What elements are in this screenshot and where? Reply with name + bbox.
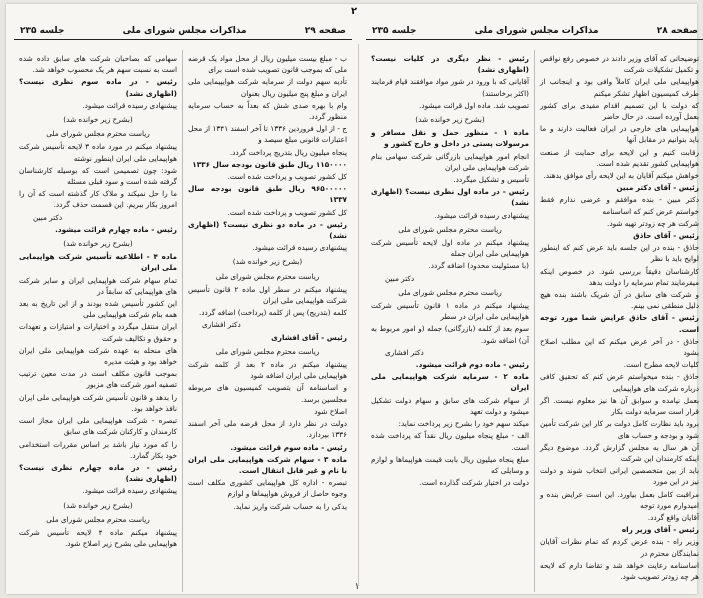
text-line: (بشرح زیر خوانده شد) [232, 257, 303, 267]
text-line: (بشرح زیر خوانده شد) [415, 115, 485, 125]
text-line: از سهام شرکت های سابق و سهام دولت تشکیل میشود و دولت تعهد [371, 395, 529, 416]
text-line: ماده ۱ - منظور حمل و نقل مسافر و مرسولات پستی در داخل و خارج کشور و [371, 128, 529, 149]
text-line: پیشنهاد میکنم در مورد ماده ۳ لایحه تأسیس شرکت هواپیمایی ملی ایران اینطور نوشته [19, 142, 177, 163]
text-line: تمام سهام شرکت هواپیمایی ایران و سایر شرکت های هواپیمایی که سابقاً در [19, 275, 177, 296]
text-line: برود باید نظارت کامل دولت بر کار این شرکت تأمین شود و بودجه و حساب های [540, 419, 699, 440]
text-line: و اساسنامه آن بتصویب کمیسیون های مربوطه مجلسین برسد. [188, 383, 347, 404]
text-line: ریاست محترم مجلس شورای ملی [46, 514, 150, 524]
text-line: کارشناسان دقیقاً بررسی شود. در خصوص اینکه میفرمایند تمام سرمایه را دولت بدهد [540, 266, 699, 287]
text-line: ریاست محترم مجلس شورای ملی [398, 287, 502, 297]
text-line: ماده ۲ - سرمایه شرکت هواپیمایی ملی ایران [371, 372, 529, 393]
text-line: هواپیمایی ملی ایران کاملاً وافی بود و اینجانب از طرف کمیسیون اظهار تشکر میکنم [540, 77, 699, 98]
text-line: بعمل نیامده و سوابق آن ها نیز معلوم نیست. اگر قرار است سرمایه دولت بکار [540, 395, 699, 417]
text-line: های منحله به عهده شرکت هواپیمایی ملی ایران خواهد بود و هیئت مدیره [19, 345, 177, 367]
text-line: دکتر مبین - بنده موافقم و عرضی ندارم فقط خواستم عرض کنم که اساسنامه [540, 195, 699, 216]
page-gutter [358, 44, 359, 586]
text-line: تبصره - اداره کل هواپیمایی کشوری مکلف است وجوه حاصل از فروش هواپیماها و لوازم [188, 478, 347, 499]
text-line: سهامی که بصاحبان شرکت های سابق داده شده است به نسبت سهم هر یک محسوب خواهد شد. [19, 54, 177, 75]
text-line: پنجاه میلیون ریال بتدریج پرداخت گردد. [229, 147, 347, 157]
top-page-mark: ۲ [350, 6, 358, 17]
text-line: رئیس - در ماده دو نظری نیست؟ (اظهاری نشد) [188, 219, 347, 241]
text-line: شرکت هر چه زودتر تهیه شود. [607, 218, 699, 228]
text-line: پیشنهادی رسیده قرائت میشود. [82, 486, 177, 496]
text-line: تأدیه سهم دولت از سرمایه شرکت هوایپیمایی ملی ایران و مبلغ پنج میلیون ریال بعنوان [188, 77, 347, 98]
left-page-session: جلسه ۲۳۵ [20, 26, 65, 36]
text-line: پیشنهاد میکنم در ماده ۱ قانون تأسیس شرکت هواپیمایی ملی ایران در سطر [371, 301, 529, 322]
text-line: رئیس - آقای وزیر راه [621, 525, 699, 535]
text-line: را بدهد و قانون تأسیس شرکت هواپیمایی ملی ایران نافذ خواهد بود. [19, 392, 177, 413]
text-line: پیشنهاد میکنم در ماده ۲ بعد از کلمه شرکت هواپیمایی ملی ایران اضافه شود [188, 360, 348, 381]
text-line: دولت در نظر دارد از محل قرضه ملی آخر اسفند ۱۳۳۶ بپردازد. [188, 419, 347, 440]
left-page [14, 18, 352, 592]
right-page-title: مذاکرات مجلس شورای ملی [474, 26, 599, 36]
right-page-session: جلسه ۲۳۵ [372, 26, 417, 36]
text-line: رئیس - آقای حاذق عرایض شما مورد توجه است. [540, 313, 699, 334]
text-line: حاذق - در آخر عرض میکنم که این مطلب اصلاح بشود [540, 336, 699, 358]
right-page-header [366, 18, 703, 40]
text-line: تبصره - شرکت هواپیمایی ملی ایران مجاز است کارمندان و کارکنان شرکت های سابق [19, 416, 177, 437]
right-page-column-right [535, 50, 703, 592]
text-line: رئیس - در ماده چهارم نظری نیست؟ (اظهاری نشد) [19, 462, 177, 484]
text-line: پیشنهادی رسیده قرائت میشود. [82, 100, 177, 110]
text-line: مبلغ پنجاه میلیون ریال بابت قیمت هواپیماها و لوازم و وسایلی که [371, 454, 529, 475]
right-page-number: صفحه ۲۸ [656, 26, 698, 36]
text-line: آقایان واقع گردد. [647, 512, 699, 522]
text-line: توضیحاتی که آقای وزیر دادند در خصوص رفع نواقص و تکمیل تشکیلات شرکت [540, 54, 699, 75]
text-line: رقابت کنیم و این لایحه برای حمایت از صنعت هواپیمایی کشور تقدیم شده است. [540, 147, 699, 168]
left-page-title: مذاکرات مجلس شورای ملی [122, 26, 247, 36]
text-line: پیشنهاد میکنم در ماده اول لایحه تأسیس شرکت هواپیمایی ملی ایران جمله [371, 238, 529, 259]
text-line: ریاست محترم مجلس شورای ملی [398, 224, 502, 234]
text-line: رئیس - آقای دکتر مبین [616, 183, 699, 193]
text-line: پیشنهادی رسیده قرائت میشود. [434, 210, 529, 220]
text-line: رئیس - نظر دیگری در کلیات نیست؟ (اظهاری نشد) [371, 54, 529, 75]
text-line: مراقبت کامل بعمل بیاورد. این است عرایض بنده و امیدوارم مورد توجه [540, 489, 699, 510]
text-line: حاذق - بنده در این جلسه باید عرض کنم که اینطور لوایح باید با نظر [540, 243, 699, 264]
left-page-column-right [183, 50, 352, 592]
text-line: باید از بین متخصصین ایرانی انتخاب شوند و دولت نیز در این مورد [540, 466, 699, 487]
left-page-number: صفحه ۲۹ [304, 26, 346, 36]
left-page-header [14, 18, 352, 40]
text-line: (بشرح زیر خوانده شد) [63, 500, 133, 510]
text-line: هواپیمایی های خارجی در ایران فعالیت دارند و ما باید بتوانیم در مقابل آنها [540, 124, 699, 145]
right-page-column-left [366, 50, 535, 592]
text-line: پیشنهاد میکنم در سطر اول ماده ۲ قانون تأسیس شرکت هواپیمایی ملی ایران [188, 284, 347, 306]
text-line: این کشور تأسیس شده بودند و از این تاریخ به بعد همه بنام شرکت هواپیمایی ملی [19, 299, 177, 320]
text-line: رئیس - ماده دوم قرائت میشود. [415, 360, 529, 370]
text-line: خواهش میکنم آقایان به این لایحه رأی موافق بدهند. [543, 171, 699, 181]
text-line: (بشرح زیر خوانده شد) [63, 115, 133, 125]
text-line: را که مورد نیاز باشد بر اساس مقررات استخدامی خود بکار گمارد. [19, 439, 177, 460]
text-line: ایران منتقل میگردد و اختیارات و امتیازات و تعهدات و حقوق و تکالیف شرکت [19, 322, 177, 343]
text-line: آقایانی که با ورود در شور مواد موافقند قیام فرمایند (اکثر برخاستند) [371, 77, 529, 98]
text-line: اصلاح شود [314, 406, 347, 416]
text-line: میکند سهم خود را بشرح زیر پرداخت نماید: [398, 419, 529, 429]
text-line: کلیات لایحه مطرح است. [623, 360, 699, 370]
text-line: ب - مبلغ بیست میلیون ریال از محل مواد یک قرضه ملی که بموجب قانون تصویب شده است برای [188, 54, 347, 75]
text-line: یدکی را به حساب شرکت واریز نماید. [233, 501, 347, 511]
text-line: کل کشور تصویب و پرداخت شده است. [227, 172, 347, 182]
text-line: رئیس - آقای افشاری [271, 332, 347, 342]
right-page [366, 18, 703, 592]
text-line: ۱۱۵۰۰۰۰ ریال طبق قانون بودجه سال ۱۳۳۶ [192, 159, 347, 169]
text-line: و شرکت های سابق در آن شریک باشند بنده هیچ دلیل منطقی نمی بینم. [540, 290, 699, 311]
text-line: اساسنامه رعایت خواهد شد و تقاضا دارم که لایحه هر چه زودتر تصویب شود. [540, 560, 699, 581]
text-line: دکتر افشاری [385, 347, 424, 357]
text-line: (بشرح زیر خوانده شد) [63, 239, 133, 249]
text-line: ریاست محترم مجلس شورای ملی [215, 346, 320, 356]
text-line: ماده ۴ - اطلاعیه تأسیس شرکت هواپیمایی ملی ایران [19, 252, 177, 273]
text-line: سوم بعد از کلمه (بازرگانی) جمله (و امور مربوط به آن) اضافه شود. [371, 324, 529, 345]
document-spread [6, 4, 697, 594]
text-line: رئیس - ماده چهارم قرائت میشود. [55, 224, 177, 234]
left-page-column-left [14, 50, 183, 592]
left-page-columns [14, 50, 352, 592]
text-line: پیشنهادی رسیده قرائت میشود. [252, 243, 347, 253]
text-line: الف - مبلغ پنجاه میلیون ریال نقداً که پرداخت شده است. [371, 431, 529, 452]
text-line: کلمه (بتدریج) پس از کلمه (پرداخت) اضافه گردد. [198, 308, 347, 318]
right-page-columns [366, 50, 703, 592]
text-line: آن هر سال به مجلس گزارش گردد. موضوع دیگر اینکه کارمندان این شرکت [540, 442, 699, 463]
text-line: دکتر افشاری [202, 320, 241, 330]
text-line: انجام امور هواپیمایی بازرگانی شرکت سهامی بنام شرکت هواپیمایی ملی ایران [371, 151, 529, 172]
text-line: حاذق - بنده میخواستم عرض کنم که تحقیق کافی درباره شرکت های هواپیمایی [540, 372, 699, 393]
text-line: دکتر مبین [385, 273, 415, 283]
bottom-page-mark: ۱ [354, 582, 360, 592]
text-line: بموجب قانون مکلف است در مدت معین ترتیب تصفیه امور شرکت های مزبور [19, 369, 177, 390]
text-line: ریاست محترم مجلس شورای ملی [215, 271, 320, 281]
text-line: ماده ۳ - سهام شرکت هواپیمایی ملی ایران با نام و غیر قابل انتقال است. [188, 454, 347, 475]
text-line: که دولت با این تصمیم اقدام مفیدی برای کشور بعمل آورده است. در حال حاضر [540, 100, 699, 122]
text-line: کل کشور تصویب و پرداخت شده است. [227, 207, 347, 217]
text-line: پیشنهاد میکنم ماده ۴ لایحه تأسیس شرکت هواپیمایی ملی بشرح زیر اصلاح شود. [19, 527, 177, 549]
text-line: شود: چون تصمیمی است که بوسیله کارشناسان گرفته شده است و سود قبلی مسئله [19, 165, 177, 187]
text-line: ج - از اول فروردین ۱۳۳۶ تا آخر اسفند ۱۳۴۱ از محل اعتبارات قانونی مبلغ سیصد و [188, 124, 347, 145]
text-line: تأسیس و تشکیل میگردد. [453, 175, 529, 185]
text-line: تصویب شد. ماده اول قرائت میشود. [419, 100, 529, 110]
text-line: رئیس - آقای حاذق [633, 231, 699, 241]
text-line: رئیس - در ماده سوم نظری نیست؟ (اظهاری نشد) [19, 77, 177, 98]
text-line: رئیس - در ماده اول نظری نیست؟ (اظهاری نشد) [371, 187, 529, 208]
text-line: دولت در اختیار شرکت گذارده است. [419, 478, 529, 488]
text-line: وام با بهره صدی شش که بعداً به حساب سرمایه منظور گردد. [188, 100, 347, 122]
text-line: وزیر راه - بنده عرض کردم که تمام نظرات آقایان نمایندگان محترم در [540, 537, 699, 558]
text-line: ریاست محترم مجلس شورای ملی [46, 129, 150, 139]
text-line: رئیس - ماده سوم قرائت میشود. [230, 442, 347, 452]
text-line: ما را حل نمیکند و ملاک کار گذشته است که آن را امروز بکار ببریم. این قسمت حذف گردد. [19, 189, 177, 210]
text-line: ۹۶۵۰۰۰۰۰ ریال طبق قانون بودجه سال ۱۳۳۷ [188, 184, 347, 205]
text-line: (با مسئولیت محدود) اضافه گردد. [428, 261, 529, 271]
text-line: دکتر مبین [33, 212, 63, 222]
